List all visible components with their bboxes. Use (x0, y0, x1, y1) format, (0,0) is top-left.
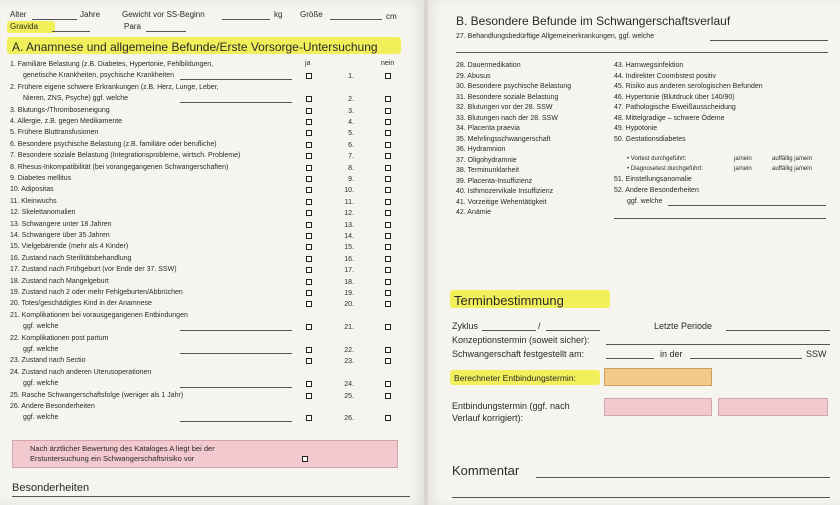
item-7-nein-checkbox[interactable] (385, 153, 391, 159)
item-b-col1-9: 37. Oligohydramnie (456, 156, 517, 164)
item-25-ja-checkbox[interactable] (306, 393, 312, 399)
diagnosetest-auffaellig: auffällig ja/nein (772, 166, 812, 172)
item-22-text: 22. Komplikationen post partum (10, 334, 109, 342)
right-page (428, 0, 840, 505)
item-12-text: 12. Skelettanomalien (10, 209, 76, 217)
nein-header: nein (381, 60, 395, 67)
kg-label: kg (274, 10, 283, 19)
inder-label: in der (660, 349, 683, 359)
item-23-ja-checkbox[interactable] (306, 358, 312, 364)
item-20-text: 20. Totes/geschädigtes Kind in der Anamnese (10, 300, 152, 308)
item-b-col1-1: 29. Abusus (456, 72, 491, 80)
item-2-field[interactable] (180, 102, 292, 103)
item-3-text: 3. Blutungs-/Thromboseneigung (10, 106, 110, 114)
konzeption-label: Konzeptionstermin (soweit sicher): (452, 335, 590, 345)
ssw-field[interactable] (690, 358, 802, 359)
item-19-text: 19. Zustand nach 2 oder mehr Fehlgeburten/Abbrüchen (10, 289, 183, 296)
item-26-nein-checkbox[interactable] (385, 415, 391, 421)
item-22-text: ggf. welche (23, 346, 59, 353)
item-b-col2-6: 49. Hypotonie (614, 125, 658, 132)
zyklus-field-1[interactable] (482, 330, 536, 331)
item-19-nein-checkbox[interactable] (385, 290, 391, 296)
item-b-col1-14: 42. Anämie (456, 209, 492, 216)
item-18-text: 18. Zustand nach Mangelgeburt (10, 277, 109, 285)
item-1-nein-checkbox[interactable] (385, 73, 391, 79)
item-24-nein-checkbox[interactable] (385, 381, 391, 387)
zyklus-field-2[interactable] (546, 330, 600, 331)
item-14-ja-checkbox[interactable] (306, 233, 312, 239)
para-label: Para (124, 22, 141, 31)
item-26-text: ggf. welche (23, 414, 59, 422)
item-16-ja-checkbox[interactable] (306, 256, 312, 262)
item-4-text: 4. Allergie, z.B. gegen Medikamente (10, 118, 123, 125)
item-b-col1-10: 38. Terminunklarheit (456, 167, 519, 174)
item-16-nein-checkbox[interactable] (385, 256, 391, 262)
item-24-number: 24. (344, 381, 354, 389)
item-21-ja-checkbox[interactable] (306, 324, 312, 330)
berechnet-label: Berechneter Entbindungstermin: (454, 373, 576, 383)
zyklus-slash: / (538, 321, 541, 331)
item-7-number: 7. (348, 153, 354, 161)
zyklus-label: Zyklus (452, 321, 479, 331)
kommentar-field[interactable] (536, 477, 830, 478)
item-11-text: 11. Kleinwuchs (10, 197, 57, 205)
item-24-text: 24. Zustand nach anderen Uterusoperationen (10, 368, 152, 376)
besonderheiten-label: Besonderheiten (12, 482, 90, 494)
vortest-janein: ja/nein (734, 156, 752, 162)
item-10-text: 10. Adipositas (10, 186, 54, 194)
item-5-number: 5. (348, 130, 354, 138)
item-21-number: 21. (344, 324, 354, 332)
item-52: 52. Andere Besonderheiten (614, 187, 699, 194)
section-b-title: B. Besondere Befunde im Schwangerschaftsverlauf (456, 14, 731, 28)
item-11-nein-checkbox[interactable] (385, 199, 391, 205)
groesse-label: Größe (300, 10, 323, 19)
item-9-number: 9. (348, 176, 354, 183)
alter-label: Alter (10, 10, 27, 19)
item-24-text: ggf. welche (23, 380, 59, 388)
item-19-number: 19. (344, 290, 354, 297)
item-8-text: 8. Rhesus-Inkompatibilität (bei vorangegangenen Schwangerschaften) (10, 163, 229, 171)
item-b-col1-0: 28. Dauermedikation (456, 62, 521, 69)
ssw-label: SSW (806, 349, 827, 359)
item-b-col1-5: 33. Blutungen nach der 28. SSW (456, 114, 558, 122)
item-b-col2-5: 48. Mittelgradige – schwere Ödeme (614, 114, 725, 122)
item-1-number: 1. (348, 73, 354, 81)
item-1-text: genetische Krankheiten, psychische Krankheiten (23, 72, 174, 80)
item-6-nein-checkbox[interactable] (385, 142, 391, 148)
item-14-text: 14. Schwangere über 35 Jahren (10, 232, 110, 239)
item-51: 51. Einstellungsanomalie (614, 176, 692, 183)
item-15-number: 15. (344, 244, 354, 252)
item-21-text: 21. Komplikationen bei vorausgegangenen Entbindungen (10, 311, 188, 319)
cm-label: cm (386, 12, 397, 21)
vortest-label: • Vortest durchgeführt: (627, 156, 687, 162)
item-1-field[interactable] (180, 79, 292, 80)
item-b-col2-0: 43. Harnwegsinfektion (614, 62, 684, 69)
item-b-col1-11: 39. Placenta-Insuffizienz (456, 177, 533, 185)
item-12-nein-checkbox[interactable] (385, 210, 391, 216)
item-1-text: 1. Familiäre Belastung (z.B. Diabetes, Hypertonie, Fehlbildungen, (10, 61, 214, 68)
termin-title: Terminbestimmung (454, 293, 564, 308)
item-11-number: 11. (344, 198, 354, 206)
item-20-number: 20. (344, 301, 354, 309)
item-23-text: 23. Zustand nach Sectio (10, 357, 86, 365)
item-14-number: 14. (344, 233, 354, 240)
item-16-number: 16. (344, 255, 354, 263)
entbindung-field-2[interactable] (718, 398, 828, 416)
item-3-ja-checkbox[interactable] (306, 108, 312, 114)
katalog-line2: Erstuntersuchung ein Schwangerschaftsrisiko vor (30, 454, 195, 463)
item-6-text: 6. Besondere psychische Belastung (z.B. familiäre oder berufliche) (10, 140, 217, 148)
item-15-nein-checkbox[interactable] (385, 244, 391, 250)
item-8-nein-checkbox[interactable] (385, 165, 391, 171)
item-b-col1-13: 41. Vorzeitige Wehentätigkeit (456, 198, 547, 206)
item-10-number: 10. (344, 187, 354, 195)
konzeption-field[interactable] (606, 344, 830, 345)
item-12-ja-checkbox[interactable] (306, 210, 312, 216)
item-9-ja-checkbox[interactable] (306, 176, 312, 182)
item-25-nein-checkbox[interactable] (385, 393, 391, 399)
item-5-nein-checkbox[interactable] (385, 130, 391, 136)
katalog-checkbox[interactable] (302, 456, 308, 462)
item-5-text: 5. Frühere Bluttransfusionen (10, 129, 99, 137)
item-7-text: 7. Besondere soziale Belastung (Integrationsprobleme, wirtsch. Probleme) (10, 152, 241, 160)
letzte-periode-field[interactable] (726, 330, 830, 331)
kommentar-field-2[interactable] (452, 497, 830, 498)
item-25-number: 25. (344, 392, 354, 400)
item-2-number: 2. (348, 96, 354, 104)
item-b-col1-7: 35. Mehrlingsschwangerschaft (456, 135, 551, 143)
item-b-col2-1: 44. Indirekter Coombstest positiv (614, 72, 716, 80)
item-b-col1-8: 36. Hydramnion (456, 146, 506, 153)
item-2-ja-checkbox[interactable] (306, 96, 312, 102)
item-14-nein-checkbox[interactable] (385, 233, 391, 239)
entbindung-label-1: Entbindungstermin (ggf. nach (452, 401, 570, 411)
katalog-line1: Nach ärztlicher Bewertung des Kataloges A liegt bei der (30, 444, 215, 453)
item-21-field[interactable] (180, 330, 292, 331)
item-20-nein-checkbox[interactable] (385, 301, 391, 307)
item-20-ja-checkbox[interactable] (306, 301, 312, 307)
entbindung-field-1[interactable] (604, 398, 712, 416)
jahre-label: Jahre (80, 10, 101, 19)
item-26-text: 26. Andere Besonderheiten (10, 403, 95, 410)
item-21-text: ggf. welche (23, 323, 59, 331)
item-15-ja-checkbox[interactable] (306, 244, 312, 250)
item-2-nein-checkbox[interactable] (385, 96, 391, 102)
item-26-field[interactable] (180, 421, 292, 422)
ja-header: ja (305, 60, 311, 67)
item-21-nein-checkbox[interactable] (385, 324, 391, 330)
item-2-text: Nieren, ZNS, Psyche) ggf. welche (23, 95, 129, 103)
item-18-number: 18. (344, 278, 354, 286)
item-4-number: 4. (348, 119, 354, 126)
item-22-number: 22. (344, 347, 354, 354)
item-3-nein-checkbox[interactable] (385, 108, 391, 114)
item-18-ja-checkbox[interactable] (306, 279, 312, 285)
item-18-nein-checkbox[interactable] (385, 279, 391, 285)
berechnet-field[interactable] (604, 368, 712, 386)
item-8-ja-checkbox[interactable] (306, 165, 312, 171)
item-23-number: 23. (344, 358, 354, 366)
item-24-field[interactable] (180, 387, 292, 388)
item-6-number: 6. (348, 141, 354, 149)
diagnosetest-janein: ja/nein (734, 166, 752, 172)
item-8-number: 8. (348, 164, 354, 172)
item-26-ja-checkbox[interactable] (306, 415, 312, 421)
item-b-col1-6: 34. Placenta praevia (456, 125, 520, 132)
item-10-ja-checkbox[interactable] (306, 187, 312, 193)
item-3-number: 3. (348, 107, 354, 115)
item-23-nein-checkbox[interactable] (385, 358, 391, 364)
item-12-number: 12. (344, 210, 354, 218)
item-b-col1-2: 30. Besondere psychische Belastung (456, 83, 572, 90)
item-17-nein-checkbox[interactable] (385, 267, 391, 273)
entbindung-label-2: Verlauf korrigiert): (452, 413, 524, 423)
item-b-col1-4: 32. Blutungen vor der 28. SSW (456, 104, 553, 111)
item-17-number: 17. (344, 267, 354, 275)
item-22-nein-checkbox[interactable] (385, 347, 391, 353)
item-9-nein-checkbox[interactable] (385, 176, 391, 182)
item-15-text: 15. Vielgebärende (mehr als 4 Kinder) (10, 243, 129, 251)
item-10-nein-checkbox[interactable] (385, 187, 391, 193)
item-1-ja-checkbox[interactable] (306, 73, 312, 79)
diagnosetest-label: • Diagnosetest durchgeführt: (627, 166, 703, 172)
item-13-nein-checkbox[interactable] (385, 222, 391, 228)
vortest-auffaellig: auffällig ja/nein (772, 156, 812, 162)
item-b-col2-4: 47. Pathologische Eiweißausscheidung (614, 104, 736, 111)
item-7-ja-checkbox[interactable] (306, 153, 312, 159)
item-27: 27. Behandlungsbedürftige Allgemeinerkrankungen, ggf. welche (456, 33, 655, 40)
festgestellt-label: Schwangerschaft festgestellt am: (452, 349, 585, 359)
item-5-ja-checkbox[interactable] (306, 130, 312, 136)
item-b-col2-7: 50. Gestationsdiabetes (614, 135, 686, 143)
item-22-field[interactable] (180, 353, 292, 354)
item-4-nein-checkbox[interactable] (385, 119, 391, 125)
item-26-number: 26. (344, 415, 354, 423)
letzte-periode-label: Letzte Periode (654, 321, 713, 331)
item-25-text: 25. Rasche Schwangerschaftsfolge (weniger als 1 Jahr) (10, 391, 184, 399)
item-13-ja-checkbox[interactable] (306, 222, 312, 228)
item-24-ja-checkbox[interactable] (306, 381, 312, 387)
item-17-ja-checkbox[interactable] (306, 267, 312, 273)
item-2-text: 2. Frühere eigene schwere Erkrankungen (z.B. Herz, Lunge, Leber, (10, 83, 219, 91)
item-13-text: 13. Schwangere unter 18 Jahren (10, 220, 112, 228)
kommentar-label: Kommentar (452, 463, 520, 478)
item-4-ja-checkbox[interactable] (306, 119, 312, 125)
item-b-col2-3: 46. Hypertonie (Blutdruck über 140/90) (614, 93, 735, 101)
item-b-col1-12: 40. Isthmozervikale Insuffizienz (456, 188, 554, 195)
item-19-ja-checkbox[interactable] (306, 290, 312, 296)
festgestellt-field[interactable] (606, 358, 654, 359)
item-52-welche: ggf. welche (627, 198, 663, 205)
item-16-text: 16. Zustand nach Sterilitätsbehandlung (10, 254, 132, 262)
gravida-label: Gravida (10, 22, 39, 31)
item-13-number: 13. (344, 221, 354, 229)
gewicht-label: Gewicht vor SS-Beginn (122, 10, 205, 19)
item-9-text: 9. Diabetes mellitus (10, 175, 72, 182)
item-22-ja-checkbox[interactable] (306, 347, 312, 353)
item-17-text: 17. Zustand nach Frühgeburt (vor Ende der 37. SSW) (10, 266, 177, 274)
section-a-title: A. Anamnese und allgemeine Befunde/Erste Vorsorge-Untersuchung (12, 40, 378, 54)
item-11-ja-checkbox[interactable] (306, 199, 312, 205)
item-b-col2-2: 45. Risiko aus anderen serologischen Befunden (614, 83, 763, 90)
item-b-col1-3: 31. Besondere soziale Belastung (456, 93, 559, 101)
item-6-ja-checkbox[interactable] (306, 142, 312, 148)
